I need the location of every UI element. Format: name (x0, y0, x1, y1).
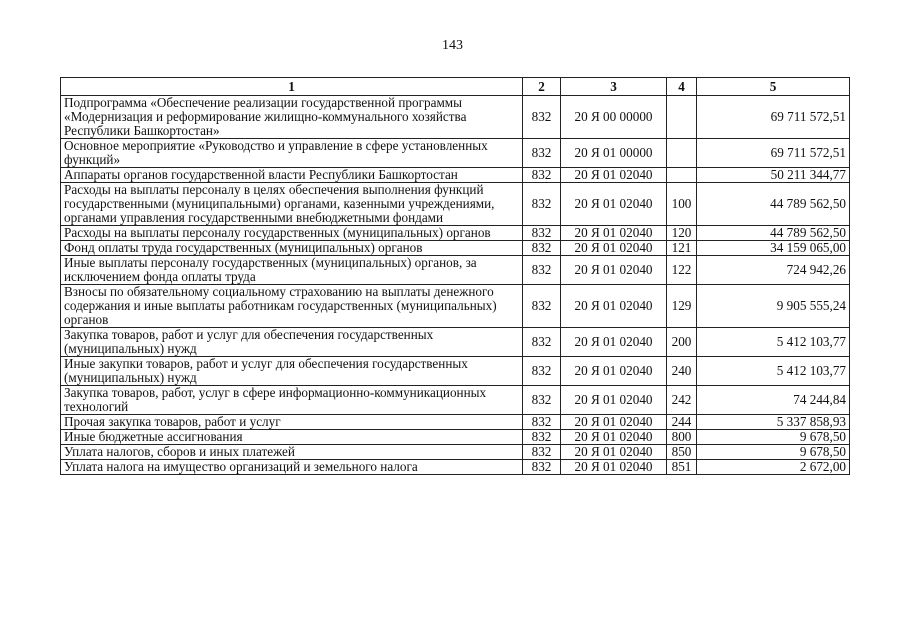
cell-vr (667, 96, 697, 139)
cell-gr: 832 (523, 139, 561, 168)
cell-gr: 832 (523, 357, 561, 386)
cell-amount: 2 672,00 (697, 460, 850, 475)
cell-name: Иные закупки товаров, работ и услуг для обеспечения государственных (муниципальных) нужд (61, 357, 523, 386)
table-row (61, 241, 850, 256)
table-row (61, 357, 850, 386)
cell-amount: 5 337 858,93 (697, 415, 850, 430)
header-cell: 1 (61, 78, 523, 96)
cell-csr: 20 Я 01 02040 (561, 430, 667, 445)
cell-name: Уплата налогов, сборов и иных платежей (61, 445, 523, 460)
table-row (61, 445, 850, 460)
cell-gr: 832 (523, 241, 561, 256)
cell-gr: 832 (523, 226, 561, 241)
table-row (61, 386, 850, 415)
cell-csr: 20 Я 01 02040 (561, 445, 667, 460)
cell-csr: 20 Я 00 00000 (561, 96, 667, 139)
cell-vr: 851 (667, 460, 697, 475)
cell-amount: 9 678,50 (697, 445, 850, 460)
cell-name: Иные выплаты персоналу государственных (муниципальных) органов, за исключением фонда оплаты труда (61, 256, 523, 285)
table-row (61, 285, 850, 328)
cell-amount: 5 412 103,77 (697, 357, 850, 386)
cell-amount: 9 905 555,24 (697, 285, 850, 328)
table-row (61, 328, 850, 357)
cell-name: Аппараты органов государственной власти Республики Башкортостан (61, 168, 523, 183)
table-row (61, 430, 850, 445)
cell-gr: 832 (523, 168, 561, 183)
cell-name: Подпрограмма «Обеспечение реализации государственной программы «Модернизация и реформирование жилищно-коммунального хозяйства Республики Башкортостан» (61, 96, 523, 139)
cell-vr: 122 (667, 256, 697, 285)
header-cell: 4 (667, 78, 697, 96)
cell-name: Иные бюджетные ассигнования (61, 430, 523, 445)
cell-amount: 724 942,26 (697, 256, 850, 285)
cell-csr: 20 Я 01 02040 (561, 226, 667, 241)
cell-name: Основное мероприятие «Руководство и управление в сфере установленных функций» (61, 139, 523, 168)
cell-csr: 20 Я 01 02040 (561, 328, 667, 357)
cell-vr: 800 (667, 430, 697, 445)
header-row (61, 78, 850, 96)
cell-name: Расходы на выплаты персоналу государственных (муниципальных) органов (61, 226, 523, 241)
cell-vr: 240 (667, 357, 697, 386)
cell-csr: 20 Я 01 02040 (561, 386, 667, 415)
cell-name: Расходы на выплаты персоналу в целях обеспечения выполнения функций государственными (муниципальными) органами, казенными учреждениями, органами управления государственными внебюджетными фондами (61, 183, 523, 226)
cell-amount: 34 159 065,00 (697, 241, 850, 256)
header-cell: 3 (561, 78, 667, 96)
cell-csr: 20 Я 01 02040 (561, 285, 667, 328)
cell-gr: 832 (523, 415, 561, 430)
table-row (61, 139, 850, 168)
table-row (61, 415, 850, 430)
cell-vr: 850 (667, 445, 697, 460)
cell-vr: 100 (667, 183, 697, 226)
budget-table (60, 77, 850, 475)
cell-amount: 69 711 572,51 (697, 139, 850, 168)
cell-gr: 832 (523, 285, 561, 328)
cell-vr: 120 (667, 226, 697, 241)
cell-vr (667, 139, 697, 168)
cell-amount: 69 711 572,51 (697, 96, 850, 139)
cell-vr: 129 (667, 285, 697, 328)
cell-csr: 20 Я 01 02040 (561, 415, 667, 430)
cell-csr: 20 Я 01 02040 (561, 183, 667, 226)
cell-name: Закупка товаров, работ и услуг для обеспечения государственных (муниципальных) нужд (61, 328, 523, 357)
cell-csr: 20 Я 01 02040 (561, 256, 667, 285)
cell-vr: 244 (667, 415, 697, 430)
cell-csr: 20 Я 01 02040 (561, 357, 667, 386)
table-row (61, 226, 850, 241)
table-row (61, 168, 850, 183)
cell-gr: 832 (523, 328, 561, 357)
table-row (61, 183, 850, 226)
cell-name: Уплата налога на имущество организаций и земельного налога (61, 460, 523, 475)
header-cell: 5 (697, 78, 850, 96)
cell-gr: 832 (523, 96, 561, 139)
cell-amount: 44 789 562,50 (697, 226, 850, 241)
page-number: 143 (442, 38, 463, 53)
header-cell: 2 (523, 78, 561, 96)
cell-name: Взносы по обязательному социальному страхованию на выплаты денежного содержания и иные выплаты работникам государственных (муниципальных) органов (61, 285, 523, 328)
cell-name: Закупка товаров, работ, услуг в сфере информационно-коммуникационных технологий (61, 386, 523, 415)
cell-gr: 832 (523, 430, 561, 445)
cell-csr: 20 Я 01 02040 (561, 241, 667, 256)
cell-amount: 9 678,50 (697, 430, 850, 445)
cell-amount: 5 412 103,77 (697, 328, 850, 357)
cell-vr (667, 168, 697, 183)
cell-gr: 832 (523, 256, 561, 285)
cell-csr: 20 Я 01 02040 (561, 168, 667, 183)
cell-amount: 44 789 562,50 (697, 183, 850, 226)
table-row (61, 460, 850, 475)
cell-amount: 74 244,84 (697, 386, 850, 415)
cell-vr: 200 (667, 328, 697, 357)
cell-amount: 50 211 344,77 (697, 168, 850, 183)
cell-vr: 121 (667, 241, 697, 256)
cell-name: Прочая закупка товаров, работ и услуг (61, 415, 523, 430)
cell-vr: 242 (667, 386, 697, 415)
cell-name: Фонд оплаты труда государственных (муниципальных) органов (61, 241, 523, 256)
table-row (61, 96, 850, 139)
table-row (61, 256, 850, 285)
cell-gr: 832 (523, 460, 561, 475)
cell-gr: 832 (523, 445, 561, 460)
cell-csr: 20 Я 01 02040 (561, 460, 667, 475)
cell-csr: 20 Я 01 00000 (561, 139, 667, 168)
cell-gr: 832 (523, 183, 561, 226)
cell-gr: 832 (523, 386, 561, 415)
